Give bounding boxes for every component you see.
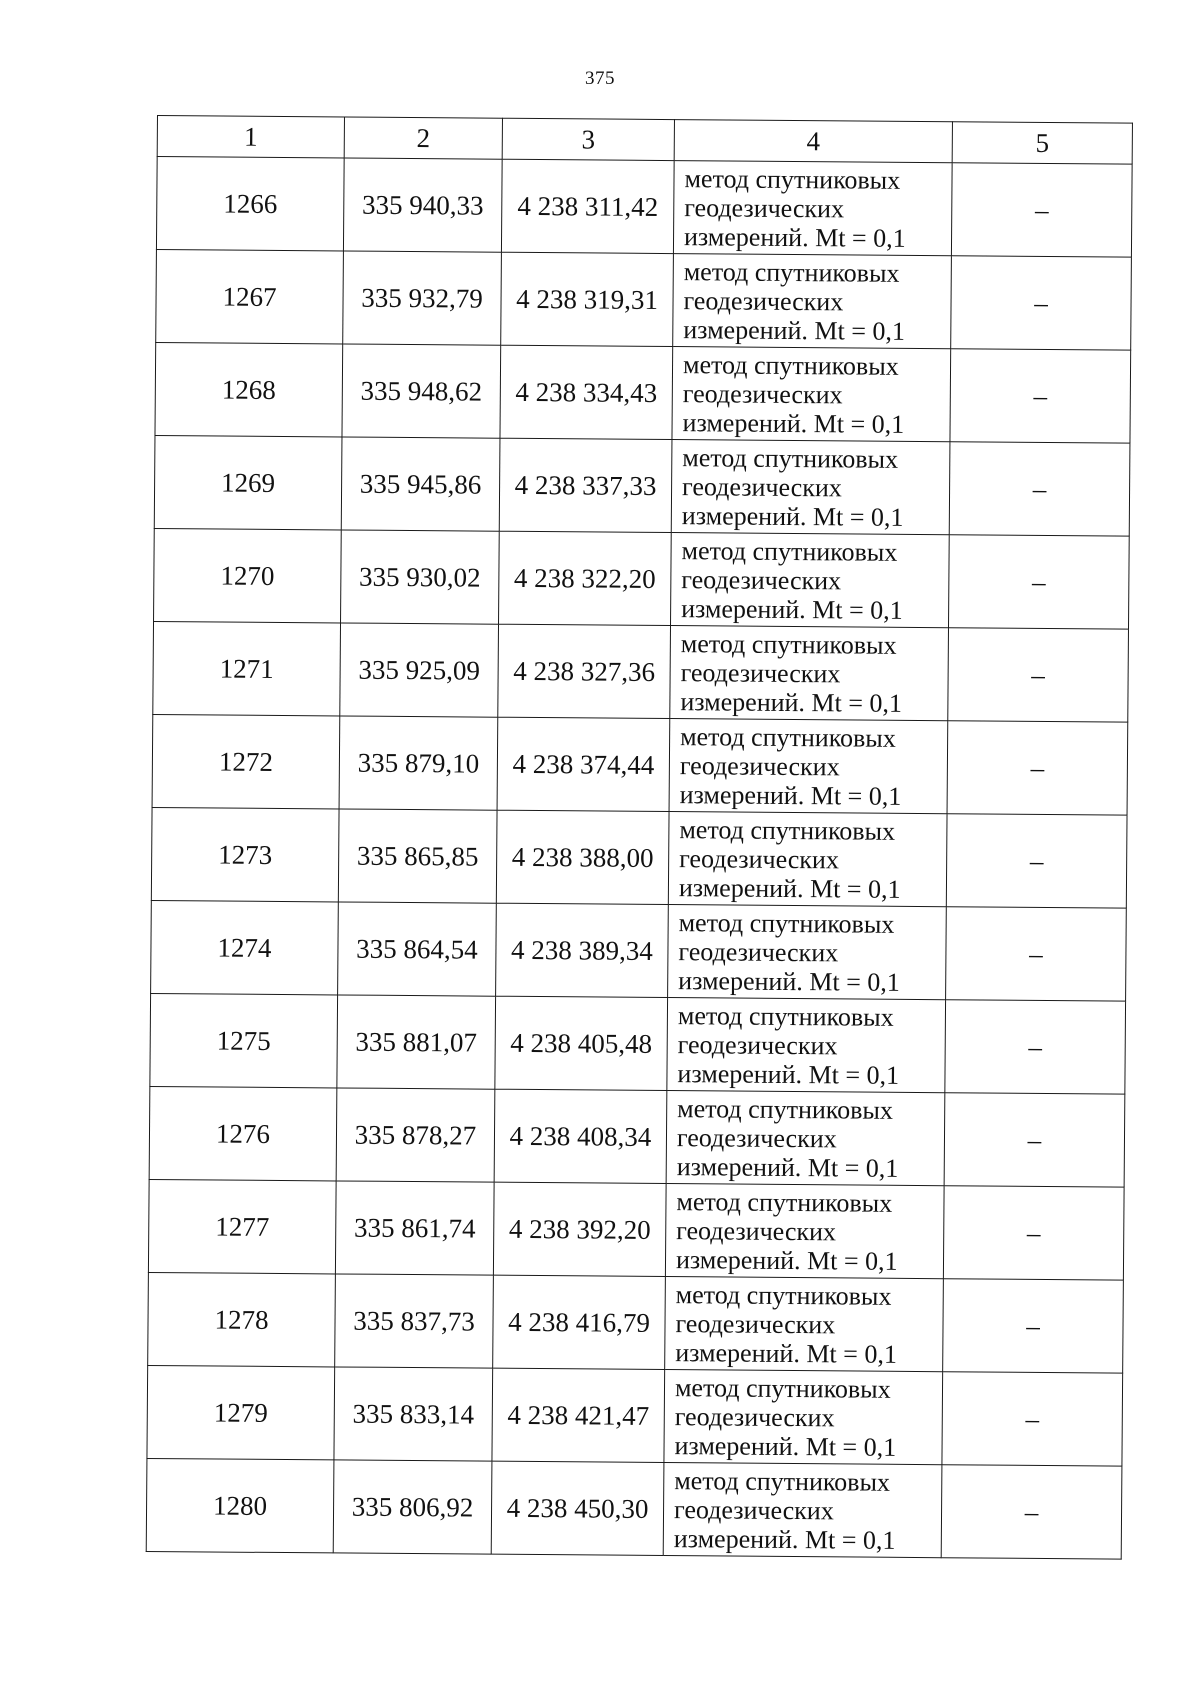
method-line: измерений. Mt = 0,1: [675, 1337, 898, 1369]
table-row: [147, 1365, 1123, 1466]
coordinates-table: [146, 115, 1133, 1560]
y-coordinate-cell: 4 238 389,34: [496, 903, 669, 997]
y-coordinate-cell: 4 238 388,00: [496, 810, 669, 904]
table-row: [152, 714, 1128, 815]
x-coordinate-cell: 335 925,09: [340, 623, 499, 717]
method-line: метод спутниковых: [684, 163, 901, 195]
note-cell: –: [948, 628, 1129, 722]
method-line: геодезических: [680, 657, 841, 688]
x-coordinate-cell: 335 948,62: [342, 344, 501, 438]
method-cell: [671, 533, 950, 628]
y-coordinate-cell: 4 238 322,20: [499, 531, 672, 625]
method-line: метод спутниковых: [678, 907, 895, 939]
method-line: геодезических: [681, 471, 842, 502]
note-cell: –: [946, 907, 1127, 1001]
point-number-cell: 1267: [156, 249, 344, 343]
table-row: [150, 993, 1126, 1094]
y-coordinate-cell: 4 238 327,36: [498, 624, 671, 718]
method-line: метод спутниковых: [682, 442, 899, 474]
method-line: геодезических: [676, 1215, 837, 1246]
table-row: [151, 807, 1127, 908]
table-row: [156, 157, 1132, 258]
table-row: [154, 435, 1130, 536]
method-cell: [665, 1277, 944, 1372]
note-cell: –: [947, 721, 1128, 815]
method-line: геодезических: [675, 1308, 836, 1339]
method-line: геодезических: [677, 1029, 838, 1060]
table-row: [154, 528, 1130, 629]
point-number-cell: 1271: [153, 621, 341, 715]
table-row: [151, 900, 1127, 1001]
table-row: [155, 342, 1131, 443]
method-line: измерений. Mt = 0,1: [674, 1430, 897, 1462]
table-row: [148, 1179, 1124, 1280]
point-number-cell: 1279: [147, 1365, 335, 1459]
method-cell: [668, 812, 947, 907]
x-coordinate-cell: 335 837,73: [335, 1274, 494, 1368]
method-cell: [666, 1091, 945, 1186]
note-cell: –: [946, 814, 1127, 908]
table-row: [156, 249, 1132, 350]
point-number-cell: 1278: [148, 1272, 336, 1366]
table-row: [148, 1272, 1124, 1373]
point-number-cell: 1275: [150, 993, 338, 1087]
method-line: измерений. Mt = 0,1: [678, 872, 901, 904]
y-coordinate-cell: 4 238 311,42: [501, 159, 674, 253]
method-line: метод спутниковых: [674, 1465, 891, 1497]
table-body: [146, 157, 1132, 1560]
note-cell: –: [942, 1372, 1123, 1466]
table-row: [149, 1086, 1125, 1187]
y-coordinate-cell: 4 238 450,30: [491, 1461, 664, 1555]
note-cell: –: [948, 535, 1129, 629]
method-line: геодезических: [681, 564, 842, 595]
y-coordinate-cell: 4 238 408,34: [494, 1089, 667, 1183]
x-coordinate-cell: 335 881,07: [337, 995, 496, 1089]
x-coordinate-cell: 335 940,33: [343, 158, 502, 252]
x-coordinate-cell: 335 864,54: [338, 902, 497, 996]
method-line: геодезических: [674, 1401, 835, 1432]
column-header-3: 3: [502, 118, 674, 160]
column-header-4: 4: [674, 120, 952, 163]
method-line: измерений. Mt = 0,1: [673, 1523, 896, 1555]
method-line: геодезических: [676, 1122, 837, 1153]
point-number-cell: 1269: [154, 435, 342, 529]
y-coordinate-cell: 4 238 337,33: [499, 438, 672, 532]
point-number-cell: 1268: [155, 342, 343, 436]
method-cell: [673, 161, 952, 256]
y-coordinate-cell: 4 238 421,47: [492, 1368, 665, 1462]
note-cell: –: [945, 1000, 1126, 1094]
method-line: геодезических: [679, 843, 840, 874]
method-line: измерений. Mt = 0,1: [675, 1244, 898, 1276]
note-cell: –: [951, 163, 1132, 257]
method-line: измерений. Mt = 0,1: [682, 407, 905, 439]
method-line: измерений. Mt = 0,1: [679, 779, 902, 811]
method-line: метод спутниковых: [677, 1000, 894, 1032]
method-cell: [671, 440, 950, 535]
method-cell: [664, 1370, 943, 1465]
method-cell: [665, 1184, 944, 1279]
method-cell: [670, 626, 949, 721]
method-line: метод спутниковых: [674, 1372, 891, 1404]
x-coordinate-cell: 335 878,27: [336, 1088, 495, 1182]
method-line: измерений. Mt = 0,1: [683, 314, 906, 346]
note-cell: –: [950, 349, 1131, 443]
method-line: метод спутниковых: [680, 721, 896, 753]
method-line: измерений. Mt = 0,1: [681, 500, 904, 532]
x-coordinate-cell: 335 879,10: [339, 716, 498, 810]
method-line: геодезических: [679, 750, 840, 781]
y-coordinate-cell: 4 238 374,44: [497, 717, 670, 811]
method-cell: [672, 347, 951, 442]
note-cell: –: [944, 1093, 1125, 1187]
method-line: геодезических: [682, 378, 843, 409]
note-cell: –: [943, 1186, 1124, 1280]
y-coordinate-cell: 4 238 405,48: [495, 996, 668, 1090]
method-line: геодезических: [678, 936, 839, 967]
point-number-cell: 1277: [148, 1179, 336, 1273]
method-line: метод спутниковых: [679, 814, 896, 846]
point-number-cell: 1280: [146, 1458, 334, 1552]
x-coordinate-cell: 335 945,86: [341, 437, 500, 531]
note-cell: –: [941, 1465, 1122, 1559]
method-line: метод спутниковых: [677, 1093, 894, 1125]
method-line: метод спутниковых: [676, 1186, 893, 1218]
method-line: геодезических: [673, 1494, 834, 1525]
method-line: метод спутниковых: [680, 628, 897, 660]
x-coordinate-cell: 335 861,74: [335, 1181, 494, 1275]
note-cell: –: [943, 1279, 1124, 1373]
point-number-cell: 1273: [151, 807, 339, 901]
method-line: измерений. Mt = 0,1: [680, 686, 903, 718]
x-coordinate-cell: 335 932,79: [343, 251, 502, 345]
method-line: измерений. Mt = 0,1: [677, 1058, 900, 1090]
method-cell: [669, 719, 948, 814]
method-line: измерений. Mt = 0,1: [681, 593, 903, 625]
method-line: метод спутниковых: [682, 349, 899, 381]
method-line: измерений. Mt = 0,1: [683, 221, 906, 253]
method-line: геодезических: [684, 192, 845, 223]
page-number: 375: [585, 68, 615, 89]
method-line: метод спутниковых: [675, 1279, 892, 1311]
note-cell: –: [949, 442, 1130, 536]
method-line: измерений. Mt = 0,1: [676, 1151, 899, 1183]
column-header-2: 2: [344, 117, 502, 159]
column-header-1: 1: [157, 116, 344, 158]
y-coordinate-cell: 4 238 319,31: [501, 252, 674, 346]
method-cell: [667, 998, 946, 1093]
x-coordinate-cell: 335 930,02: [341, 530, 500, 624]
y-coordinate-cell: 4 238 334,43: [500, 345, 673, 439]
x-coordinate-cell: 335 806,92: [333, 1460, 492, 1554]
method-cell: [663, 1463, 942, 1558]
y-coordinate-cell: 4 238 392,20: [493, 1182, 666, 1276]
column-header-5: 5: [952, 122, 1132, 164]
note-cell: –: [951, 256, 1132, 350]
method-cell: [673, 254, 952, 349]
point-number-cell: 1276: [149, 1086, 337, 1180]
point-number-cell: 1270: [154, 528, 342, 622]
y-coordinate-cell: 4 238 416,79: [493, 1275, 666, 1369]
table-row: [153, 621, 1129, 722]
method-line: метод спутниковых: [683, 256, 900, 288]
table-row: [146, 1458, 1122, 1559]
point-number-cell: 1274: [151, 900, 339, 994]
method-cell: [668, 905, 947, 1000]
method-line: метод спутниковых: [681, 535, 898, 567]
x-coordinate-cell: 335 833,14: [334, 1367, 493, 1461]
point-number-cell: 1266: [156, 157, 344, 251]
x-coordinate-cell: 335 865,85: [338, 809, 497, 903]
method-line: геодезических: [683, 285, 844, 316]
method-line: измерений. Mt = 0,1: [678, 965, 900, 997]
point-number-cell: 1272: [152, 714, 340, 808]
